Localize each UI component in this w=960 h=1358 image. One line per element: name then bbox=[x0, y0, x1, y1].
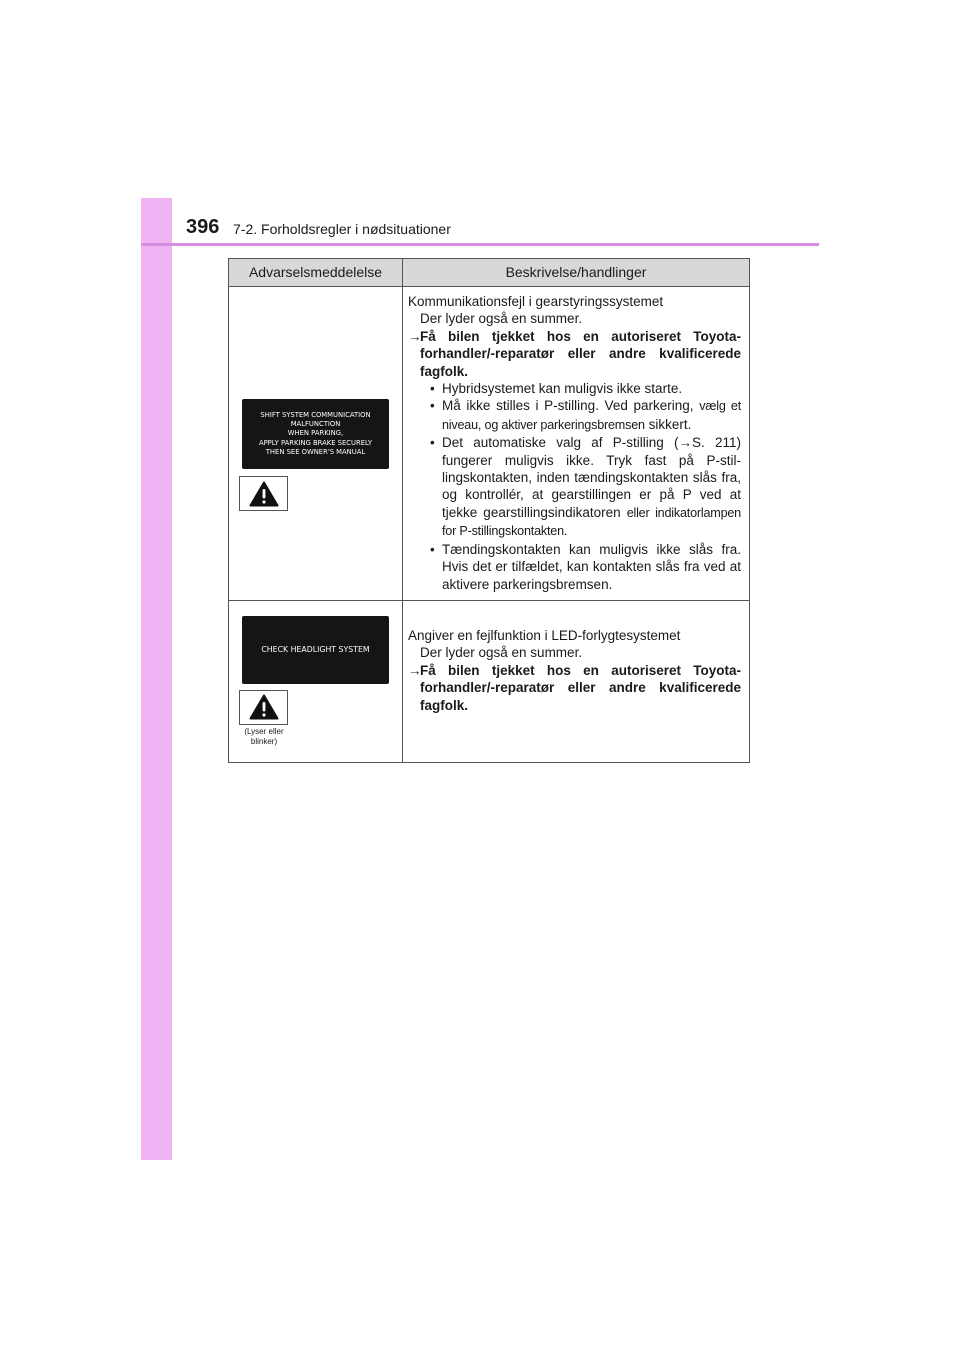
description-title: Kommunikationsfejl i gearstyringssystemet bbox=[408, 294, 664, 309]
column-header: Beskrivelse/handlinger bbox=[403, 259, 750, 287]
bullet-text: Det automatiske valg af P-stilling (→S. 211) bbox=[442, 435, 741, 451]
bullet-text: slås fra, og kontrollér, at gearstillingen er bbox=[442, 470, 741, 503]
bullet-icon: • bbox=[430, 541, 435, 557]
bullet-text: vælg et niveau, og aktiver parkeringsbremsen bbox=[442, 399, 741, 432]
header-rule bbox=[141, 243, 819, 246]
section-title: 7-2. Forholdsregler i nødsituationer bbox=[233, 221, 451, 237]
action-text: Få bilen tjekket hos en autoriseret Toyota-forhandler/-reparatør eller andre kvalificerede fagfolk. bbox=[420, 328, 741, 379]
bullet-text: Må ikke stilles i P-stilling. Ved parkering, bbox=[442, 398, 694, 414]
warning-triangle-icon bbox=[249, 694, 279, 720]
display-line: THEN SEE OWNER'S MANUAL bbox=[265, 447, 366, 456]
display-line: APPLY PARKING BRAKE SECURELY bbox=[258, 438, 373, 447]
light-note: (Lyser eller blinker) bbox=[244, 726, 284, 746]
list-item bbox=[408, 397, 741, 434]
buzzer-note: Der lyder også en summer. bbox=[420, 645, 583, 661]
bullet-icon: • bbox=[430, 435, 435, 451]
action-instruction bbox=[408, 662, 741, 714]
arrow-icon: → bbox=[408, 662, 422, 678]
table-header-row bbox=[229, 259, 750, 287]
table-row bbox=[229, 600, 750, 762]
display-line: WHEN PARKING, bbox=[287, 429, 344, 438]
bullet-text: fra. Hvis det er tilfældet, kan kontakten slås bbox=[442, 541, 741, 575]
description-title: Angiver en fejlfunktion i LED-forlygtesystemet bbox=[408, 627, 681, 643]
list-item bbox=[408, 541, 741, 593]
page-number: 396 bbox=[186, 216, 220, 238]
multi-info-display bbox=[242, 616, 389, 684]
bullet-icon: • bbox=[430, 398, 435, 414]
description-cell bbox=[403, 287, 750, 601]
list-item bbox=[408, 380, 741, 397]
sidebar-tab bbox=[141, 198, 172, 1160]
warning-light-box bbox=[239, 690, 288, 725]
bullet-text: fungerer muligvis ikke. Tryk fast på P-stil- bbox=[442, 452, 741, 468]
bullet-text: sikkert. bbox=[648, 416, 692, 432]
bullet-text: eller indikatorlampen for P-stillingskontakten. bbox=[442, 505, 741, 539]
bullet-text: på P ved at tjekke gearstillingsindikatoren bbox=[442, 487, 741, 520]
multi-info-display bbox=[242, 399, 389, 469]
description-cell bbox=[403, 600, 750, 762]
buzzer-note: Der lyder også en summer. bbox=[420, 311, 583, 327]
list-item bbox=[408, 434, 741, 540]
bullet-text: fra ved at aktivere parkeringsbremsen. bbox=[442, 559, 742, 592]
warning-image-cell bbox=[229, 600, 403, 762]
warning-triangle-icon bbox=[249, 481, 279, 507]
warning-light-box bbox=[239, 476, 288, 511]
bullet-text: Tændingskontakten kan muligvis ikke slås bbox=[442, 541, 713, 557]
warning-message-table bbox=[228, 258, 750, 763]
display-line: SHIFT SYSTEM COMMUNICATION bbox=[260, 410, 371, 419]
action-instruction bbox=[408, 328, 741, 380]
bullet-text: Hybridsystemet kan muligvis ikke starte. bbox=[442, 381, 683, 397]
arrow-icon: → bbox=[408, 328, 422, 344]
bullet-icon: • bbox=[430, 381, 435, 397]
display-line: CHECK HEADLIGHT SYSTEM bbox=[261, 645, 370, 655]
bullet-text: lingskontakten, inden tændingskontakten bbox=[442, 470, 689, 486]
display-line: MALFUNCTION bbox=[290, 420, 341, 429]
action-text: Få bilen tjekket hos en autoriseret Toyota-forhandler/-reparatør eller andre kvalificerede fagfolk. bbox=[420, 662, 741, 713]
table-row bbox=[229, 287, 750, 601]
column-header: Advarselsmeddelelse bbox=[229, 259, 403, 287]
warning-image-cell bbox=[229, 287, 403, 601]
